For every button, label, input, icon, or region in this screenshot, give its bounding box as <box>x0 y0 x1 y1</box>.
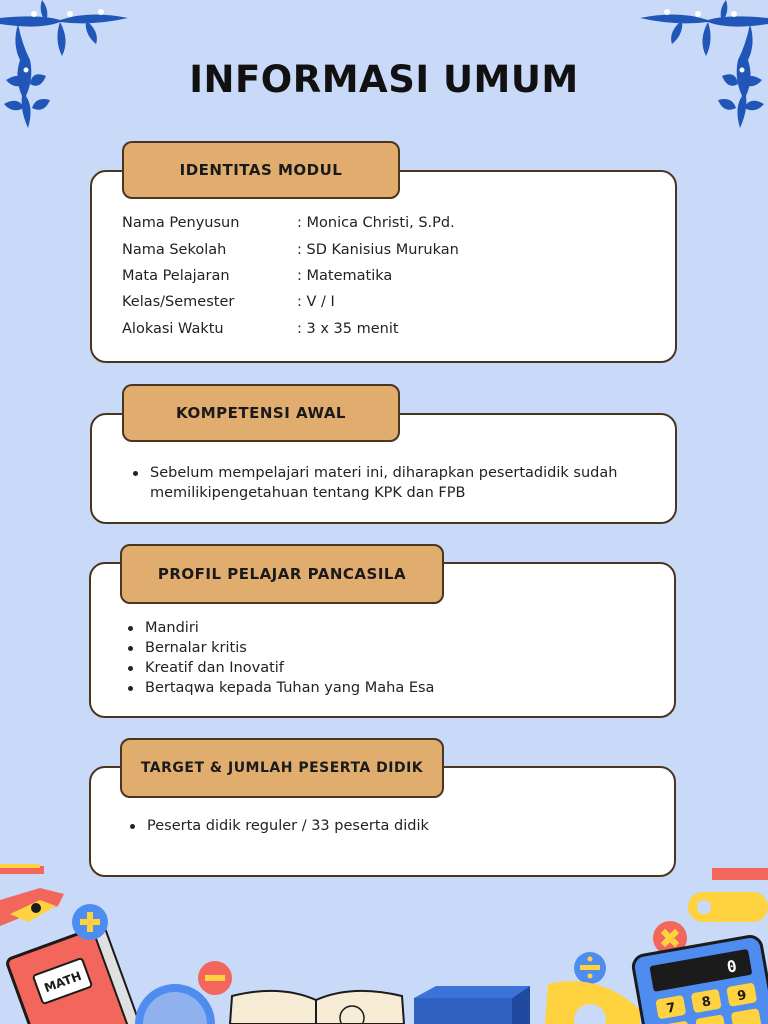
calculator-icon <box>632 935 768 1024</box>
list-item: Kreatif dan Inovatif <box>125 658 630 678</box>
list-item: Bertaqwa kepada Tuhan yang Maha Esa <box>125 678 630 698</box>
pencil-icon <box>0 864 44 874</box>
ruler-icon <box>688 868 768 922</box>
math-book-icon <box>6 925 145 1024</box>
list-item: Bernalar kritis <box>125 638 630 658</box>
cube-icon <box>414 986 530 1024</box>
list-item: Sebelum mempelajari materi ini, diharapkan pesertadidik sudah memilikipengetahuan tentang KPK dan FPB <box>130 463 635 503</box>
identitas-value: : Monica Christi, S.Pd. <box>297 215 455 231</box>
calculator-key: 8 <box>700 994 713 1011</box>
calculator-display: 0 <box>725 956 739 977</box>
identitas-label: Nama Sekolah <box>122 242 227 258</box>
list-item: Mandiri <box>125 618 630 638</box>
profil-heading: PROFIL PELAJAR PANCASILA <box>120 544 444 604</box>
list-item: Peserta didik reguler / 33 peserta didik <box>127 816 632 836</box>
identitas-value: : V / I <box>297 294 335 310</box>
identitas-value: : 3 x 35 menit <box>297 321 399 337</box>
identitas-label: Nama Penyusun <box>122 215 240 231</box>
kompetensi-heading: KOMPETENSI AWAL <box>122 384 400 442</box>
open-book-icon <box>230 991 404 1024</box>
magnifier-icon <box>139 988 211 1024</box>
identitas-label: Mata Pelajaran <box>122 268 230 284</box>
target-list <box>127 816 632 836</box>
stationery-illustration <box>0 860 768 1024</box>
identitas-label: Kelas/Semester <box>122 294 235 310</box>
identitas-value: : SD Kanisius Murukan <box>297 242 459 258</box>
pencil-icon <box>0 888 64 926</box>
protractor-icon <box>545 981 640 1024</box>
identitas-value: : Matematika <box>297 268 393 284</box>
page-title: INFORMASI UMUM <box>189 58 579 101</box>
identitas-heading: IDENTITAS MODUL <box>122 141 400 199</box>
identitas-label: Alokasi Waktu <box>122 321 224 337</box>
divide-circle-icon <box>574 952 606 984</box>
calculator-key: 9 <box>736 987 748 1005</box>
calculator-key: 7 <box>665 1000 677 1017</box>
profil-list <box>125 618 630 698</box>
kompetensi-list <box>130 463 635 503</box>
book-label: MATH <box>42 968 84 996</box>
target-heading: TARGET & JUMLAH PESERTA DIDIK <box>120 738 444 798</box>
minus-circle-icon <box>198 961 232 995</box>
plus-circle-icon <box>72 904 108 940</box>
